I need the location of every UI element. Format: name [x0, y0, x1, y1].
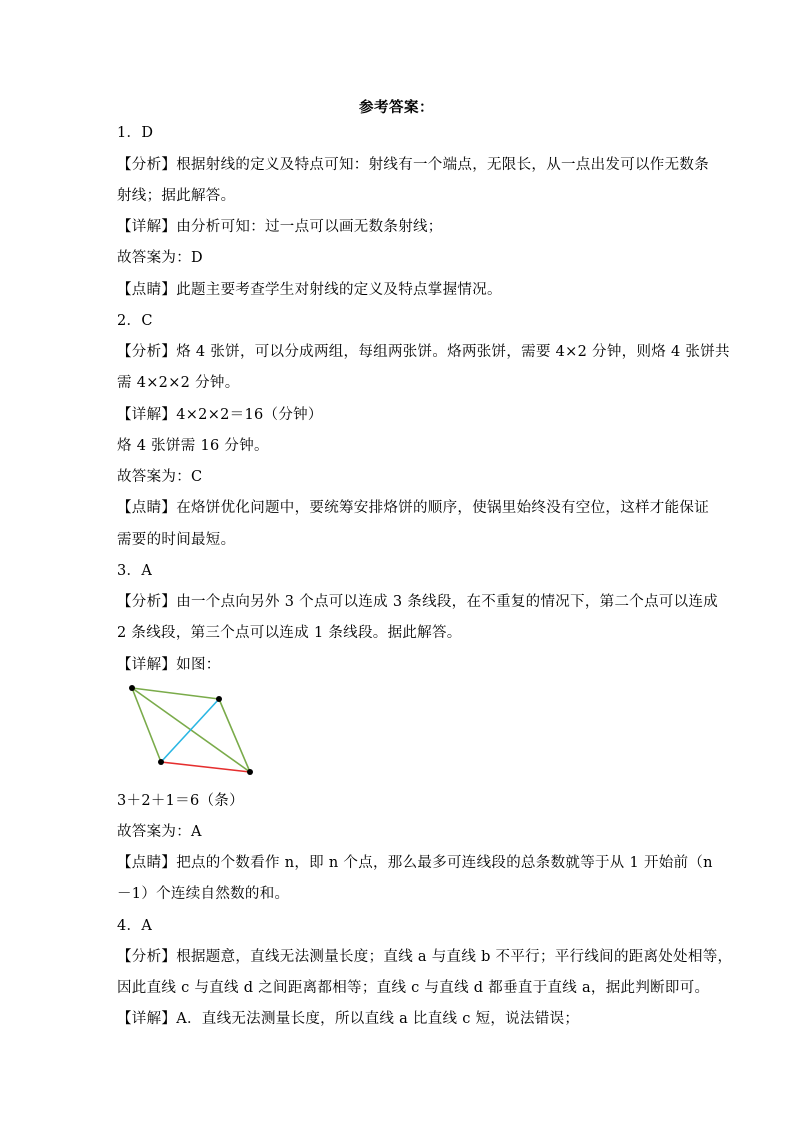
- q3-detail: 【详解】如图：: [117, 657, 221, 673]
- q3-analysis-line2: 2 条线段，第三个点可以连成 1 条线段。据此解答。: [117, 625, 462, 641]
- q4-analysis-line2: 因此直线 c 与直线 d 之间距离都相等；直线 c 与直线 d 都垂直于直线 a，据此判断即可。: [117, 980, 710, 996]
- q1-answer: 故答案为：D: [117, 250, 203, 266]
- q4-number: 4．A: [117, 918, 153, 934]
- q1-analysis-line1: 【分析】根据射线的定义及特点可知：射线有一个端点，无限长，从一点出发可以作无数条: [117, 157, 709, 173]
- q2-comment-line2: 需要的时间最短。: [117, 532, 236, 548]
- q3-comment-line1: 【点睛】把点的个数看作 n，即 n 个点，那么最多可连线段的总条数就等于从 1 开始前（n: [117, 855, 713, 871]
- q1-comment: 【点睛】此题主要考查学生对射线的定义及特点掌握情况。: [117, 282, 502, 298]
- q2-comment-line1: 【点睛】在烙饼优化问题中，要统筹安排烙饼的顺序，使锅里始终没有空位，这样才能保证: [117, 500, 709, 516]
- q2-detail-result: 烙 4 张饼需 16 分钟。: [117, 438, 269, 454]
- q2-answer: 故答案为：C: [117, 469, 203, 485]
- q1-analysis-line2: 射线；据此解答。: [117, 188, 236, 204]
- point-b: [216, 696, 222, 702]
- q2-analysis-line1: 【分析】烙 4 张饼，可以分成两组，每组两张饼。烙两张饼，需要 4×2 分钟，则烙 4 张饼共: [117, 344, 730, 360]
- page-title: 参考答案：: [359, 99, 434, 116]
- q3-analysis-line1: 【分析】由一个点向另外 3 个点可以连成 3 条线段，在不重复的情况下，第二个点可以连成: [117, 594, 719, 610]
- q2-analysis-line2: 需 4×2×2 分钟。: [117, 375, 240, 391]
- q2-number: 2．C: [117, 313, 153, 329]
- q3-answer: 故答案为：A: [117, 824, 202, 840]
- line-segments-figure: [122, 680, 262, 780]
- q3-number: 3．A: [117, 563, 153, 579]
- point-c: [158, 759, 164, 765]
- q4-analysis-line1: 【分析】根据题意，直线无法测量长度；直线 a 与直线 b 不平行；平行线间的距离处处相等，: [117, 949, 733, 965]
- q1-detail: 【详解】由分析可知：过一点可以画无数条射线；: [117, 219, 443, 235]
- q3-comment-line2: －1）个连续自然数的和。: [117, 886, 290, 902]
- q3-formula: 3＋2＋1＝6（条）: [117, 793, 244, 809]
- point-d: [247, 769, 253, 775]
- segment-b-c: [161, 699, 219, 762]
- point-a: [129, 685, 135, 691]
- q1-number: 1．D: [117, 125, 154, 141]
- q4-detail: 【详解】A．直线无法测量长度，所以直线 a 比直线 c 短，说法错误；: [117, 1011, 580, 1027]
- segment-c-d: [161, 762, 250, 772]
- q2-detail: 【详解】4×2×2＝16（分钟）: [117, 407, 323, 423]
